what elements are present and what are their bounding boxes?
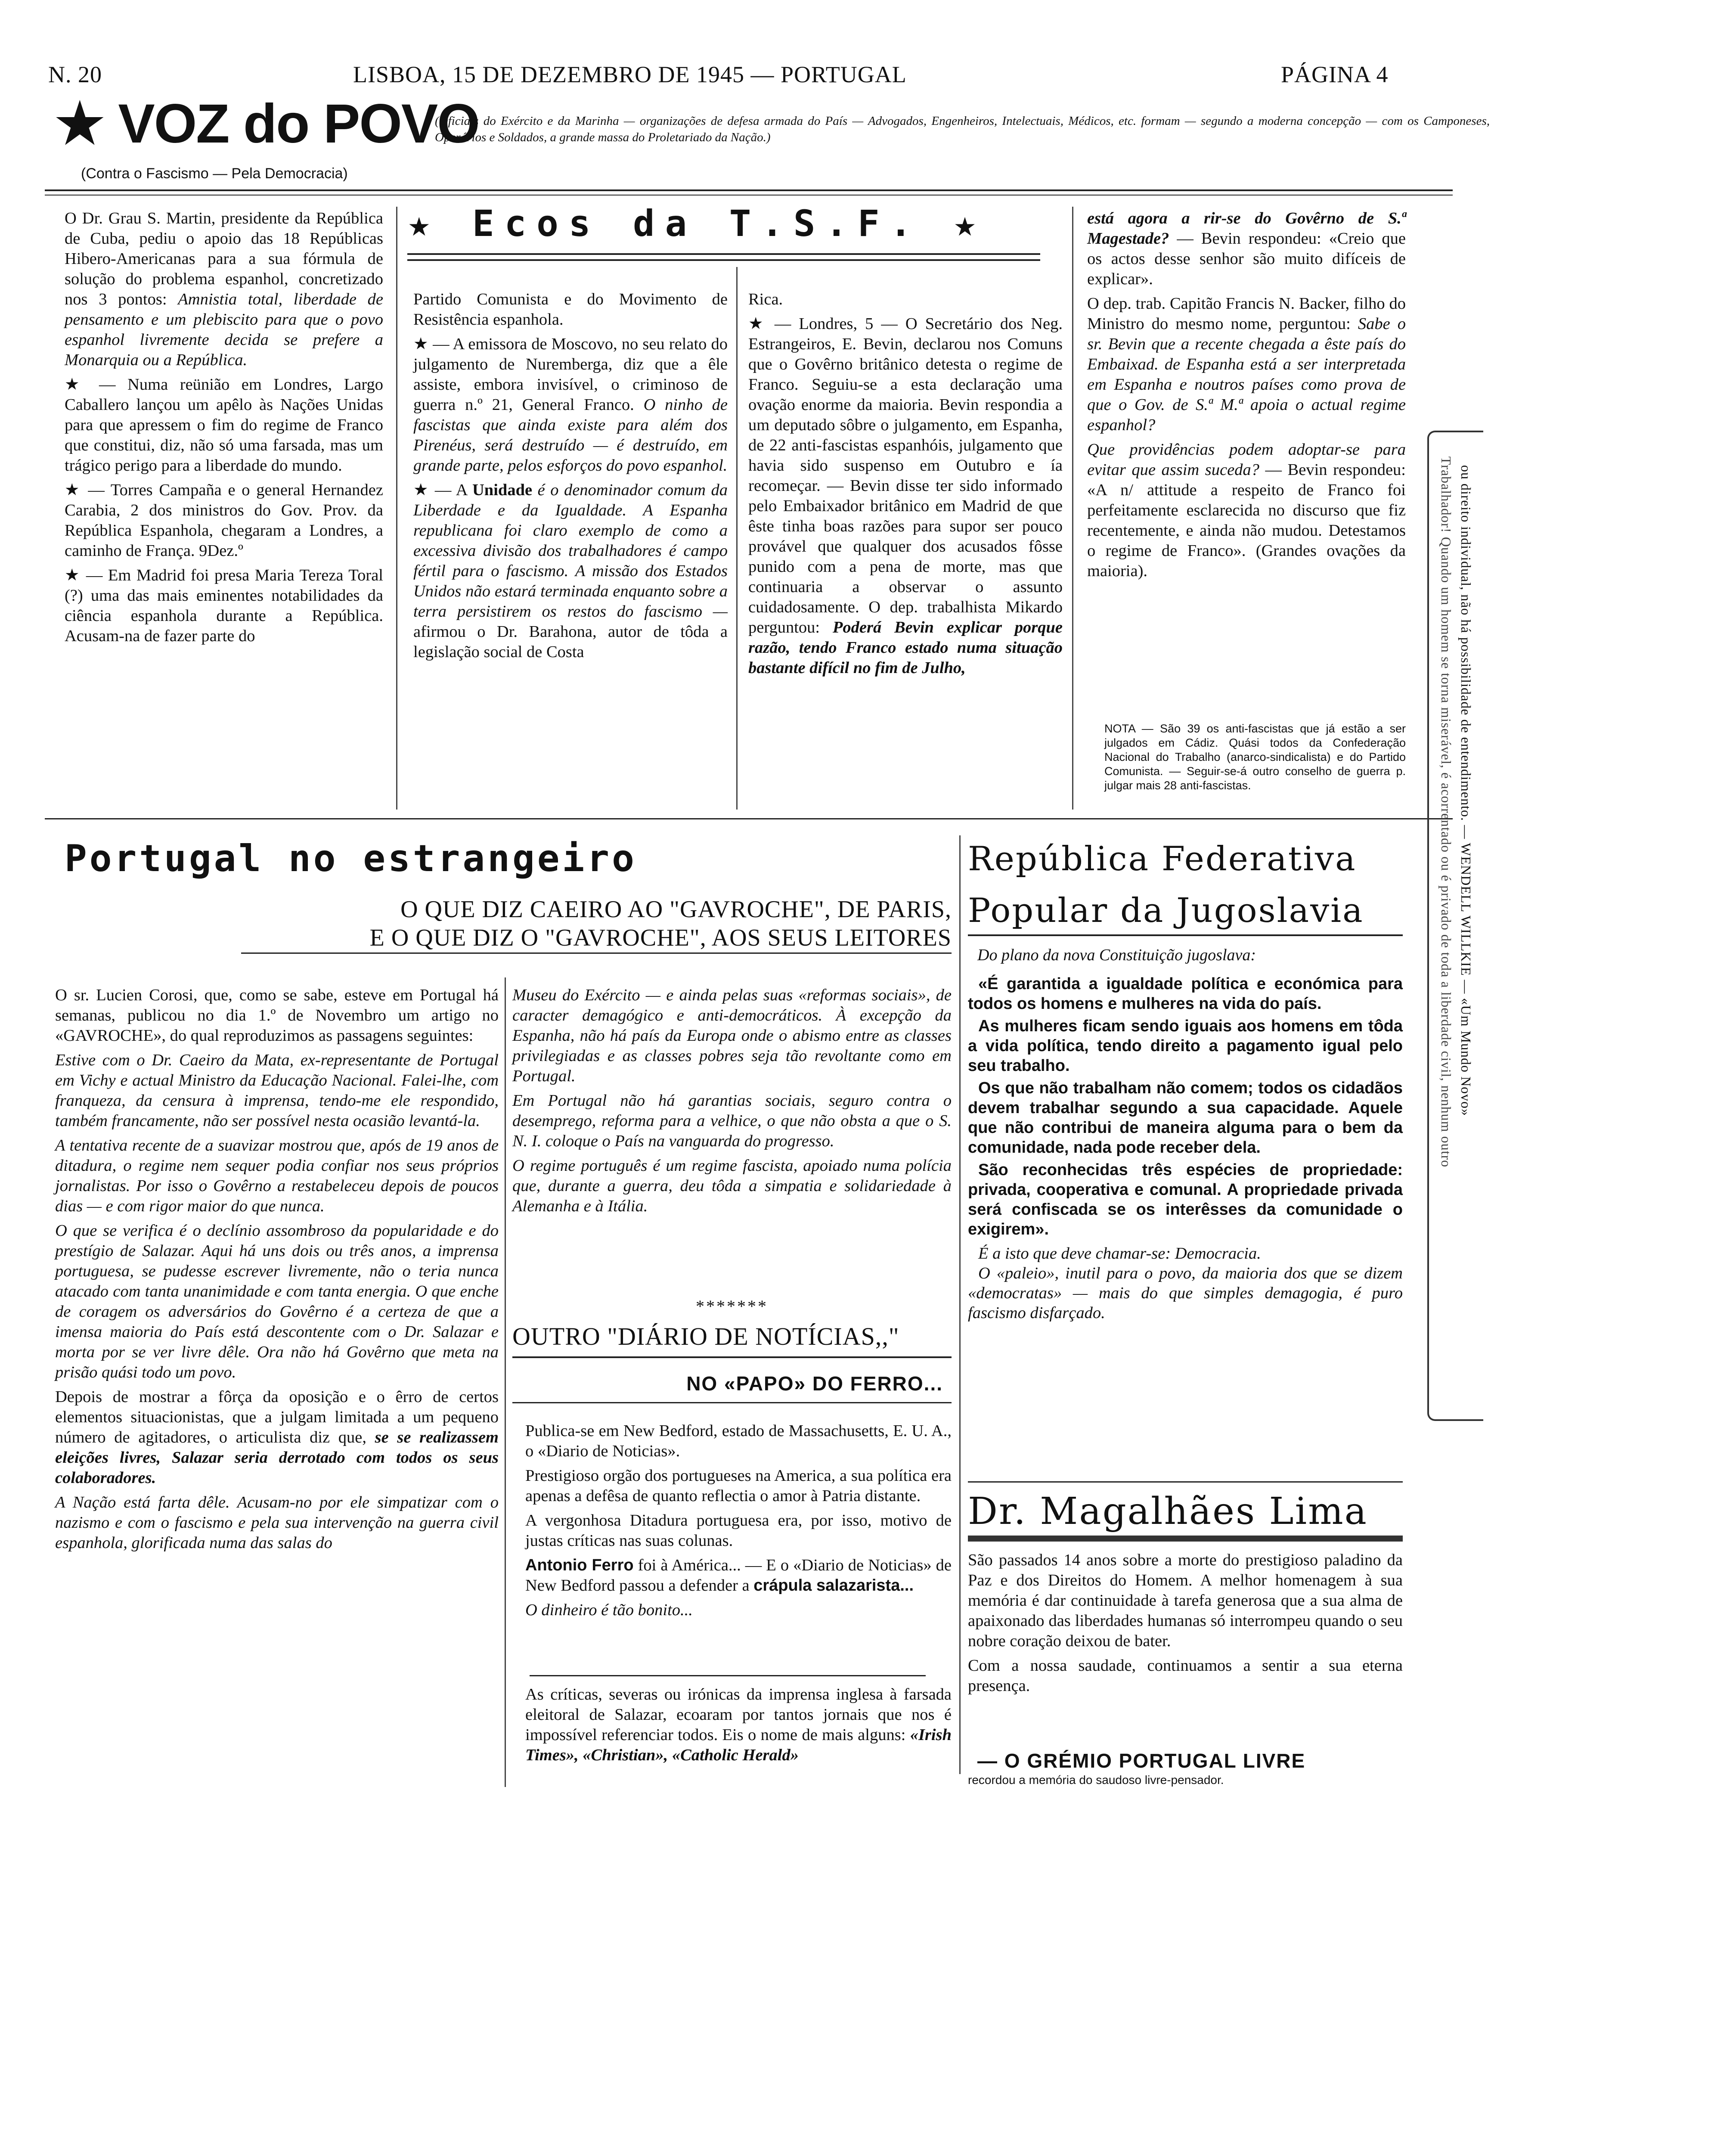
column-divider [1072,207,1073,810]
masthead-logo: ★ VOZ do POVO [55,93,479,155]
jugoslavia-title-2: Popular da Jugoslavia [968,891,1364,930]
papo-p5: O dinheiro é tão bonito... [525,1601,693,1619]
ecos-title-underline-2 [407,259,1040,261]
magalhaes-p2: Com a nossa saudade, continuamos a sentir a sua eterna presença. [968,1657,1403,1695]
ecos-c1-p2: ★ — Numa reünião em Londres, Largo Caballero lançou um apêlo às Nações Unidas para que apressem o fim do regime de Franco que constitui, diz, não só uma farsada, mas um trágico perigo para a liberdade do mundo. [65,375,383,475]
magalhaes-signature: — O GRÉMIO PORTUGAL LIVRE [977,1750,1306,1772]
jugoslavia-close-1: É a isto que deve chamar-se: Democracia. [978,1244,1261,1263]
portugal-subtitle-2: E O QUE DIZ O "GAVROCHE", AOS SEUS LEITORES [369,924,952,951]
jugoslavia-body [968,974,1403,1323]
papo-p1: Publica-se em New Bedford, estado de Massachusetts, E. U. A., o «Diario de Noticias». [525,1422,952,1460]
dateline: LISBOA, 15 DE DEZEMBRO DE 1945 — PORTUGAL [353,62,907,87]
ecos-column-3 [748,289,1063,683]
ecos-c1-p4: ★ — Em Madrid foi presa Maria Tereza Toral (?) uma das mais eminentes notabilidades da ciência espanhola durante a República. Acusam-na de fazer parte do [65,566,383,645]
portugal-c1-p5: Depois de mostrar a fôrça da oposição e o êrro de certos elementos situacionistas, que a julgam limitada a um pequeno número de agitadores, o articulista diz que, [55,1388,499,1446]
sidebar-quote-line-1: Trabalhador! Quando um homem se torna miserável, é acorrentado ou é privado de toda a liberdade civil, nenhum outro [1438,456,1454,1168]
magalhaes-top-rule [968,1481,1403,1483]
criticas-papers: «Irish Times», «Christian», «Catholic Herald» [525,1726,952,1764]
sidebar-quote-box [1427,431,1483,1421]
papo-p4-bold: Antonio Ferro [525,1556,634,1574]
column-divider [736,267,738,810]
jugoslavia-p3: Os que não trabalham não comem; todos os cidadãos devem trabalhar segundo a sua capacidade. Aquele que não contribui de maneira alguma para o bem da comunidade, nada pode receber dela. [968,1079,1403,1157]
ecos-column-1 [65,208,383,651]
ecos-column-4 [1087,208,1406,586]
ecos-c4-p3-italic: Que providências podem adoptar-se para evitar que assim suceda? [1087,441,1406,479]
ecos-c4-p3: — Bevin respondeu: «A n/ attitude a respeito de Franco foi perfeitamente esclarecida no discurso que fiz recentemente, e ainda não mudou. Detestamos o regime de Franco». (Grandes ovações da maioria). [1087,461,1406,580]
papo-rule [512,1402,952,1403]
jugoslavia-intro: Do plano da nova Constituição jugoslava: [977,946,1256,964]
ecos-c4-p2-italic: Sabe o sr. Bevin que a recente chegada a êste país do Embaixad. de Espanha está a ser interpretada em Espanha e noutros países como prova de que o Gov. de S.ª M.ª apoia o actual regime espanhol? [1087,315,1406,434]
criticas-rule [530,1675,926,1676]
diario-title: OUTRO "DIÁRIO DE NOTÍCIAS,," [512,1322,899,1350]
masthead-slogan: (Contra o Fascismo — Pela Democracia) [81,165,348,182]
jugoslavia-title-1: República Federativa [968,840,1357,878]
papo-column [525,1421,952,1625]
jugoslavia-rule [968,934,1403,936]
ecos-c4-p1-italic: está agora a rir-se do Govêrno de S.ª Magestade? [1087,209,1406,248]
magalhaes-title-bar [968,1536,1403,1542]
papo-p2: Prestigioso orgão dos portugueses na America, a sua política era apenas a defêsa de quanto reflectia o amor à Patria distante. [525,1467,952,1505]
portugal-c1-p6: A Nação está farta dêle. Acusam-no por ele simpatizar com o nazismo e com o fascismo e pela sua intervenção na guerra civil espanhola, glorificada numa das salas do [55,1493,499,1552]
papo-p3: A vergonhosa Ditadura portuguesa era, por isso, motivo de justas críticas nas suas colunas. [525,1511,952,1550]
ecos-c2-p3-italic: é o denominador comum da Liberdade e da Igualdade. A Espanha republicana foi claro exemplo de como a excessiva divisão dos trabalhadores é campo fértil para o fascismo. A missão dos Estados Unidos não estará terminada enquanto sobre a terra persistirem os restos do fascismo — [413,481,728,620]
portugal-subtitle-1: O QUE DIZ CAEIRO AO "GAVROCHE", DE PARIS, [400,896,952,923]
magalhaes-body [968,1550,1403,1700]
papo-p4-bold-2: crápula salazarista... [753,1576,914,1595]
magalhaes-signature-note: recordou a memória do saudoso livre-pensador. [968,1773,1224,1787]
ecos-c4-p1: — Bevin respondeu: «Creio que os actos desse senhor são muito difíceis de explicar». [1087,230,1406,288]
magalhaes-title: Dr. Magalhães Lima [968,1490,1368,1533]
ecos-c3-p2: ★ — Londres, 5 — O Secretário dos Neg. Estrangeiros, E. Bevin, declarou nos Comuns que o Govêrno britânico detesta o regime de Franco. Seguiu-se a esta declaração uma ovação enorme da maioria. Bevin respondia a um deputado sôbre o julgamento, em Espanha, de 22 anti-fascistas espanhóis, julgamento que havia sido suspenso em Outubro e ía recomeçar. — Bevin disse ter sido informado pelo Embaixador britânico em Madrid de que êste tinha boas razões para supor ser pouco provável que qualquer dos acusados fôsse punido com a pena de morte, mas que continuaria a observar o assunto cuidadosamente. O dep. trabalhista Mikardo perguntou: [748,315,1063,636]
portugal-c1-p1: O sr. Lucien Corosi, que, como se sabe, esteve em Portugal há semanas, publicou no dia 1.º de Novembro um artigo no «GAVROCHE», do qual reproduzimos as passagens seguintes: [55,986,499,1045]
papo-p4: foi à América... — E o «Diario de Noticias» de New Bedford passou a defender a [525,1556,952,1595]
masthead-rule [45,189,1453,191]
ecos-column-2 [413,289,728,667]
portugal-stars: ******* [696,1297,768,1316]
ecos-c2-p3-bold: Unidade [472,481,533,499]
issue-number: N. 20 [48,62,102,87]
ecos-c1-p1: O Dr. Grau S. Martin, presidente da República de Cuba, pediu o apoio das 18 Repúblicas Hibero-Americanas para a sua fórmula de solução do problema espanhol, concretizado nos 3 pontos: [65,209,383,308]
criticas-column [525,1685,952,1770]
portugal-c1-p4: O que se verifica é o declínio assombroso da popularidade e do prestígio de Salazar. Aqui há uns dois ou três anos, a imprensa portuguesa, se pudesse escrever livremente, não o teria nunca atacado com tanta unanimidade e com tanta energia. O que enche de coragem os adversários do Govêrno é a certeza de que a imensa maioria do País está descontente com o Dr. Salazar e morta por se ver livre dêle. Ora não há Govêrno que meta na prisão quási todo um povo. [55,1222,499,1381]
ecos-title: ★ Ecos da T.S.F. ★ [408,202,986,245]
ecos-c1-p3: ★ — Torres Campaña e o general Hernandez Carabia, 2 dos ministros do Gov. Prov. da República Espanhola, chegaram a Londres, a caminho de França. 9Dez.º [65,481,383,560]
portugal-c2-p3: O regime português é um regime fascista, apoiado numa polícia que, durante a guerra, deu tôda a simpatia e solidariedade à Alemanha e à Itália. [512,1157,952,1215]
ecos-c2-p2: ★ — A emissora de Moscovo, no seu relato do julgamento de Nuremberga, diz que a êle assiste, embora invisível, o criminoso de guerra n.º 21, General Franco. [413,335,728,414]
ecos-c3-p2-italic: Poderá Bevin explicar porque razão, tendo Franco estado numa situação bastante difícil no fim de Julho, [748,618,1063,677]
column-divider [505,977,506,1787]
papo-title: NO «PAPO» DO FERRO... [686,1372,943,1395]
ecos-c1-p1-italic: Amnistia total, liberdade de pensamento e um plebiscito para que o povo espanhol livremente decida se prefere a Monarquia ou a República. [65,290,383,369]
portugal-c1-p5-italic: se se realizassem eleições livres, Salazar seria derrotado com todos os seus colaboradores. [55,1428,499,1487]
section-rule [45,818,1453,819]
masthead-description: (Oficiais do Exército e da Marinha — organizações de defesa armada do País — Advogados, Engenheiros, Intelectuais, Médicos, etc. formam — segundo a moderna concepção — com os Camponeses, Operários e Soldados, a grande massa do Proletariado da Nação.) [435,114,1490,144]
portugal-c1-p2: Estive com o Dr. Caeiro da Mata, ex-representante de Portugal em Vichy e actual Ministro da Educação Nacional. Falei-lhe, com franqueza, da censura à imprensa, tendo-me ele respondido, também francamente, não ser possível nesta ocasião levantá-la. [55,1051,499,1130]
jugoslavia-p4: São reconhecidas três espécies de propriedade: privada, cooperativa e comunal. A propriedade privada será confiscada se os interêsses da comunidade o exigirem». [968,1161,1403,1238]
page-number: PÁGINA 4 [1281,62,1389,87]
diario-rule [512,1356,952,1358]
portugal-title: Portugal no estrangeiro [65,837,637,880]
criticas-text: As críticas, severas ou irónicas da imprensa inglesa à farsada eleitoral de Salazar, ecoaram por tantos jornais que nos é impossível referenciar todos. Eis o nome de mais alguns: [525,1685,952,1744]
magalhaes-p1: São passados 14 anos sobre a morte do prestigioso paladino da Paz e dos Direitos do Homem. A melhor homenagem à sua memória é dar continuidade à tarefa generosa que a sua alma de apaixonado das liberdades humanas só interrompeu quando o seu nobre coração deixou de bater. [968,1551,1403,1650]
ecos-c3-p1: Rica. [748,290,783,308]
sidebar-quote-line-2: ou direito individual, não há possibilidade de entendimento. — WENDELL WILLKIE — «Um Mundo Novo» [1458,465,1474,1117]
ecos-c2-p3: ★ — A [413,481,472,499]
portugal-subtitle-rule [241,952,952,954]
portugal-c2-p1: Museu do Exército — e ainda pelas suas «reformas sociais», de caracter demagógico e anti-democráticos. À excepção da Espanha, não há país da Europa onde o abismo entre as classes privilegiadas e as classes pobres seja tão revoltante como em Portugal. [512,986,952,1085]
ecos-c4-p2: O dep. trab. Capitão Francis N. Backer, filho do Ministro do mesmo nome, perguntou: [1087,295,1406,333]
portugal-c1-p3: A tentativa recente de a suavizar mostrou que, após de 19 anos de ditadura, o regime nem sequer podia confiar nos seus próprios jornalistas. Por isso o Govêrno a restabeleceu depois de poucos dias — e com rigor maior do que nunca. [55,1136,499,1215]
jugoslavia-p2: As mulheres ficam sendo iguais aos homens em tôda a vida política, tendo direito a pagamento igual pelo seu trabalho. [968,1017,1403,1075]
ecos-c2-p1: Partido Comunista e do Movimento de Resistência espanhola. [413,290,728,329]
column-divider [959,835,961,1774]
portugal-column-2 [512,985,952,1221]
ecos-c2-p3-tail: afirmou o Dr. Barahona, autor de tôda a legislação social de Costa [413,623,728,661]
ecos-title-underline [407,253,1040,255]
portugal-column-1 [55,985,499,1557]
ecos-nota: NOTA — São 39 os anti-fascistas que já estão a ser julgados em Cádiz. Quási todos da Confederação Nacional do Trabalho (anarco-sindicalista) e do Partido Comunista. — Seguir-se-á outro conselho de guerra p. julgar mais 28 anti-fascistas. [1104,722,1406,792]
ecos-c2-p2-italic: O ninho de fascistas que ainda existe para além dos Pirenéus, será destruído — é destruído, em grande parte, pelos esforços do povo espanhol. [413,396,728,475]
portugal-c2-p2: Em Portugal não há garantias sociais, seguro contra o desemprego, reforma para a velhice, o que não obsta a que o S. N. I. coloque o País na vanguarda do progresso. [512,1092,952,1150]
jugoslavia-p1: «É garantida a igualdade política e económica para todos os homens e mulheres na vida do país. [968,975,1403,1013]
column-divider [396,207,397,810]
jugoslavia-close-2: O «paleio», inutil para o povo, da maioria dos que se dizem «democratas» — mais do que simples demagogia, é puro fascismo disfarçado. [968,1264,1403,1322]
